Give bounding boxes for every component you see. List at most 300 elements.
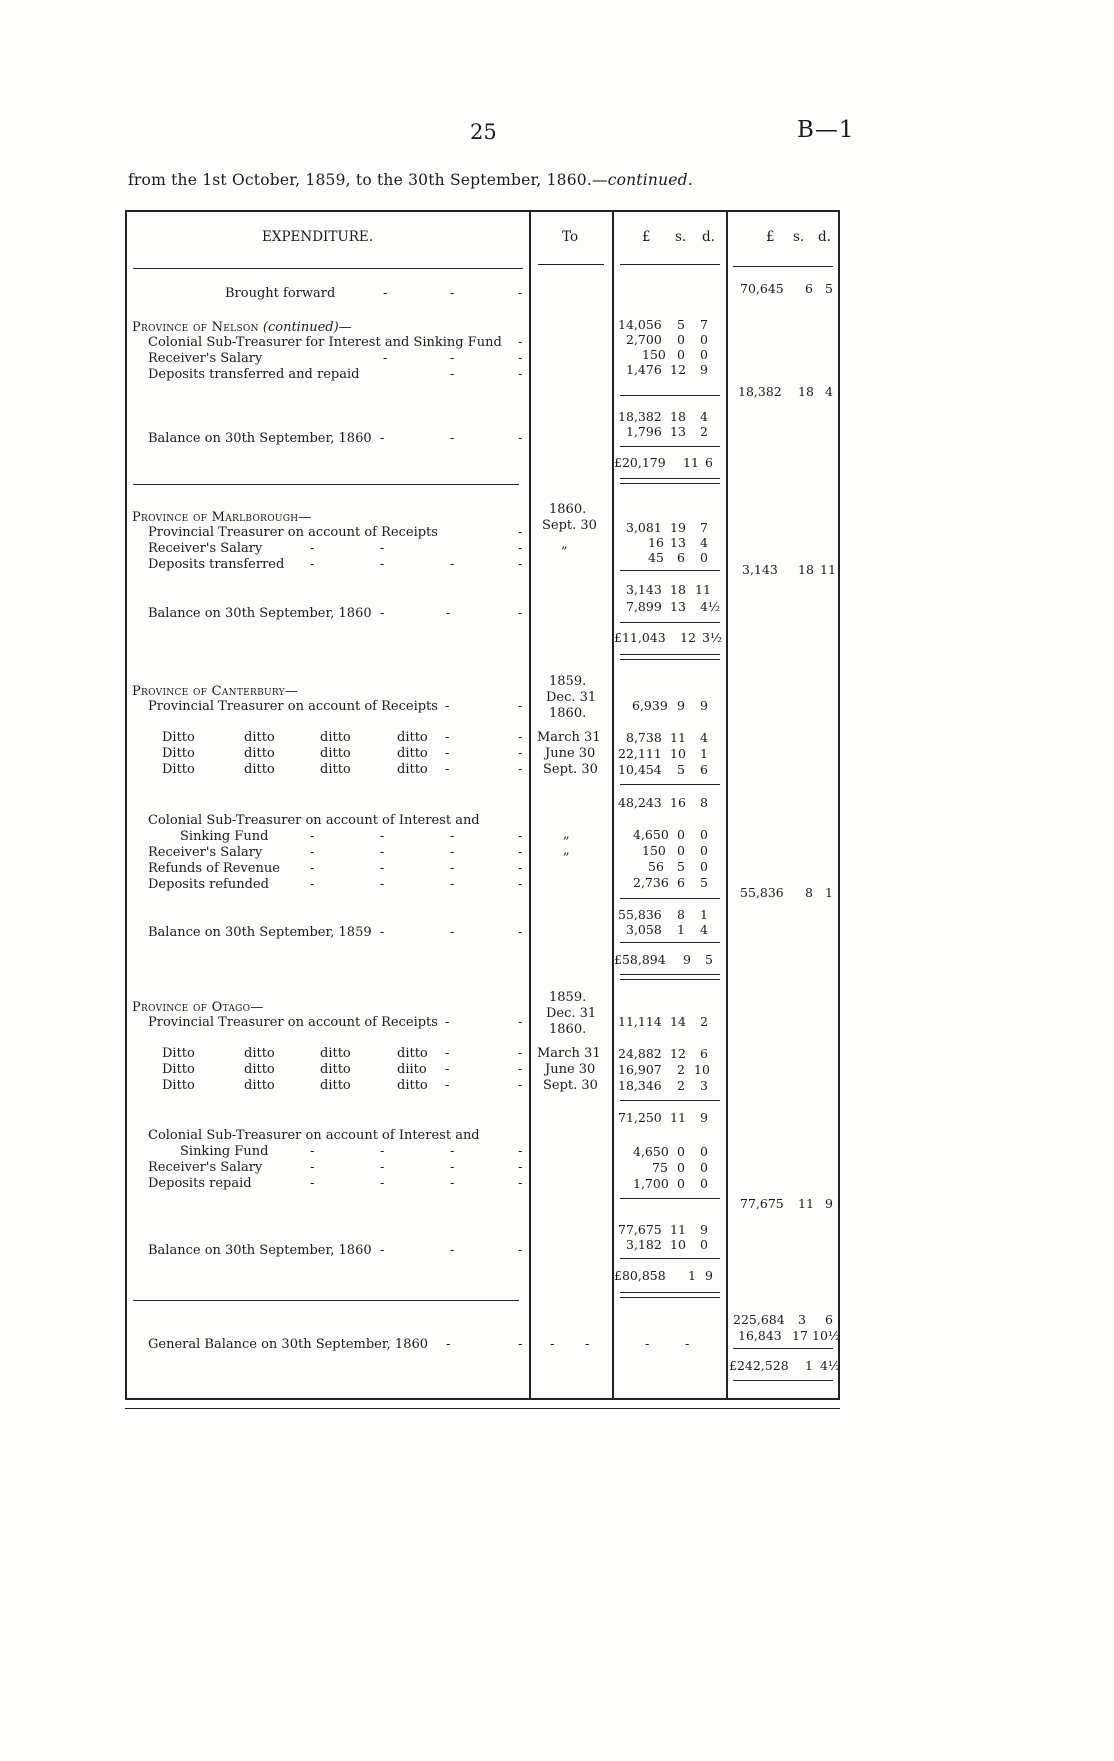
- canterbury-other-pounds: 4,650: [633, 827, 669, 842]
- ditto: Ditto: [162, 762, 195, 777]
- table-top-rule: [125, 210, 840, 212]
- marlborough-year: 1860.: [549, 502, 587, 517]
- general-grand-shillings: 1: [805, 1358, 813, 1373]
- nelson-item-label: Receiver's Salary: [148, 351, 263, 366]
- leader-dash: -: [450, 1160, 455, 1175]
- general-grand-pence: 4½: [820, 1358, 841, 1373]
- canterbury-amount-pounds: 6,939: [632, 698, 668, 713]
- nelson-amount-pounds: 150: [642, 347, 666, 362]
- otago-total-shillings: 11: [798, 1196, 814, 1211]
- canterbury-amount-pence: 4: [700, 730, 708, 745]
- otago-subtotal2-shillings: 11: [670, 1222, 686, 1237]
- otago-amount-pounds: 24,882: [618, 1046, 662, 1061]
- leader-dash: -: [380, 829, 385, 844]
- double-rule: [620, 974, 720, 980]
- leader-dash: -: [645, 1337, 650, 1352]
- marlborough-amount-shillings: 13: [670, 535, 686, 550]
- marlborough-to: Sept. 30: [542, 518, 597, 533]
- canterbury-subtotal2-pence: 1: [700, 907, 708, 922]
- header-rule-total: [733, 266, 833, 267]
- ditto: Ditto: [162, 1062, 195, 1077]
- ditto: ditto: [320, 746, 351, 761]
- leader-dash: -: [380, 606, 385, 621]
- canterbury-amount-pounds: 8,738: [626, 730, 662, 745]
- ditto: ditto: [397, 730, 428, 745]
- leader-dash: -: [450, 861, 455, 876]
- subtitle-continued: continued.: [607, 171, 693, 189]
- otago-amount-shillings: 14: [670, 1014, 686, 1029]
- leader-dash: -: [450, 925, 455, 940]
- canterbury-other-pence: 5: [700, 875, 708, 890]
- table-right-rule: [838, 210, 840, 1400]
- header-rule: [133, 268, 523, 269]
- leader-dash: -: [380, 431, 385, 446]
- marlborough-balance-pounds: 7,899: [626, 599, 662, 614]
- double-rule: [620, 478, 720, 484]
- canterbury-amount-shillings: 10: [670, 746, 686, 761]
- canterbury-amount-shillings: 9: [677, 698, 685, 713]
- marlborough-amount-pence: 4: [700, 535, 708, 550]
- canterbury-subtotal-shillings: 16: [670, 795, 686, 810]
- leader-dash: -: [518, 1337, 523, 1352]
- subtitle-text: from the 1st October, 1859, to the 30th September, 1860.—: [128, 171, 608, 189]
- canterbury-balance-shillings: 1: [677, 922, 685, 937]
- nelson-balance-shillings: 13: [670, 424, 686, 439]
- otago-other-shillings: 0: [677, 1144, 685, 1159]
- canterbury-other-pounds: 150: [642, 843, 666, 858]
- otago-subtotal2-pence: 9: [700, 1222, 708, 1237]
- otago-subtotal-pounds: 71,250: [618, 1110, 662, 1125]
- otago-heading: Province of Otago—: [132, 1000, 264, 1015]
- col-header-expenditure: EXPENDITURE.: [262, 229, 374, 245]
- marlborough-item-label: Receiver's Salary: [148, 541, 263, 556]
- general-total-shillings: 3: [798, 1312, 806, 1327]
- otago-amount-pounds: 18,346: [618, 1078, 662, 1093]
- canterbury-ditto-mark: „: [563, 843, 570, 858]
- otago-grand-shillings: 1: [688, 1268, 696, 1283]
- leader-dash: -: [380, 1144, 385, 1159]
- col-header-total-pounds: £: [766, 229, 775, 245]
- leader-dash: -: [518, 925, 523, 940]
- brought-forward-shillings: 6: [805, 281, 813, 296]
- canterbury-grand-shillings: 9: [683, 952, 691, 967]
- nelson-amount-shillings: 5: [677, 317, 685, 332]
- sum-rule: [620, 942, 720, 943]
- otago-grand-pence: 9: [705, 1268, 713, 1283]
- leader-dash: -: [380, 877, 385, 892]
- general-total-pence: 6: [825, 1312, 833, 1327]
- sum-rule: [620, 1100, 720, 1101]
- leader-dash: -: [450, 1144, 455, 1159]
- nelson-total-pounds: 18,382: [738, 384, 782, 399]
- otago-cst-label-2: Sinking Fund: [180, 1144, 269, 1159]
- marlborough-subtotal-pence: 11: [695, 582, 711, 597]
- leader-dash: -: [518, 762, 523, 777]
- leader-dash: -: [445, 1078, 450, 1093]
- leader-dash: -: [445, 762, 450, 777]
- leader-dash: -: [518, 746, 523, 761]
- nelson-subtotal-pence: 4: [700, 409, 708, 424]
- canterbury-subtotal2-shillings: 8: [677, 907, 685, 922]
- nelson-heading-name: Province of Nelson: [132, 320, 259, 335]
- leader-dash: -: [450, 431, 455, 446]
- canterbury-subtotal-pence: 8: [700, 795, 708, 810]
- nelson-amount-shillings: 0: [677, 332, 685, 347]
- canterbury-amount-pence: 9: [700, 698, 708, 713]
- nelson-balance-pence: 2: [700, 424, 708, 439]
- general-balance-shillings: 17: [792, 1328, 808, 1343]
- canterbury-amount-shillings: 11: [670, 730, 686, 745]
- leader-dash: -: [310, 829, 315, 844]
- otago-balance-label: Balance on 30th September, 1860: [148, 1243, 372, 1258]
- sum-rule: [620, 395, 720, 396]
- col-rule-amount: [612, 210, 614, 1400]
- otago-amount-pounds: 11,114: [618, 1014, 662, 1029]
- ditto: ditto: [397, 1046, 428, 1061]
- leader-dash: -: [310, 541, 315, 556]
- otago-other-label: Deposits repaid: [148, 1176, 252, 1191]
- nelson-balance-label: Balance on 30th September, 1860: [148, 431, 372, 446]
- header-rule-amount: [620, 264, 720, 265]
- otago-other-pence: 0: [700, 1176, 708, 1191]
- otago-balance-shillings: 10: [670, 1237, 686, 1252]
- leader-dash: -: [380, 1176, 385, 1191]
- canterbury-ditto-mark: „: [563, 827, 570, 842]
- canterbury-amount-shillings: 5: [677, 762, 685, 777]
- canterbury-grand-pence: 5: [705, 952, 713, 967]
- leader-dash: -: [518, 861, 523, 876]
- ditto: ditto: [244, 746, 275, 761]
- nelson-amount-pounds: 14,056: [618, 317, 662, 332]
- marlborough-to: „: [561, 537, 568, 552]
- ditto: Ditto: [162, 730, 195, 745]
- ditto: ditto: [320, 1078, 351, 1093]
- ditto: ditto: [244, 1046, 275, 1061]
- document-code: B—1: [797, 117, 855, 143]
- header-rule-to: [538, 264, 604, 265]
- canterbury-other-shillings: 0: [677, 827, 685, 842]
- leader-dash: -: [518, 730, 523, 745]
- canterbury-receipts-label: Provincial Treasurer on account of Receipts: [148, 699, 438, 714]
- leader-dash: -: [518, 351, 523, 366]
- canterbury-total-pounds: 55,836: [740, 885, 784, 900]
- page-number: 25: [470, 120, 497, 144]
- leader-dash: -: [518, 1046, 523, 1061]
- marlborough-amount-pence: 7: [700, 520, 708, 535]
- otago-amount-pence: 2: [700, 1014, 708, 1029]
- otago-total-pence: 9: [825, 1196, 833, 1211]
- leader-dash: -: [310, 557, 315, 572]
- otago-other-label: Receiver's Salary: [148, 1160, 263, 1175]
- leader-dash: -: [310, 1144, 315, 1159]
- marlborough-amount-pounds: 16: [648, 535, 664, 550]
- leader-dash: -: [446, 1337, 451, 1352]
- marlborough-heading: Province of Marlborough—: [132, 510, 312, 525]
- sum-rule: [620, 622, 720, 623]
- leader-dash: -: [310, 1176, 315, 1191]
- col-header-total-pence: d.: [818, 229, 831, 245]
- leader-dash: -: [518, 431, 523, 446]
- sum-rule: [620, 898, 720, 899]
- otago-other-pounds: 75: [652, 1160, 668, 1175]
- canterbury-balance-label: Balance on 30th September, 1859: [148, 925, 372, 940]
- leader-dash: -: [383, 286, 388, 301]
- leader-dash: -: [310, 1160, 315, 1175]
- otago-amount-shillings: 2: [677, 1078, 685, 1093]
- canterbury-subtotal2-pounds: 55,836: [618, 907, 662, 922]
- leader-dash: -: [585, 1337, 590, 1352]
- leader-dash: -: [518, 557, 523, 572]
- marlborough-amount-pence: 0: [700, 550, 708, 565]
- nelson-grand-pounds: £20,179: [614, 455, 666, 470]
- canterbury-amount-pence: 6: [700, 762, 708, 777]
- canterbury-amount-pence: 1: [700, 746, 708, 761]
- canterbury-balance-pounds: 3,058: [626, 922, 662, 937]
- otago-to: Sept. 30: [543, 1078, 598, 1093]
- otago-amount-shillings: 12: [670, 1046, 686, 1061]
- leader-dash: -: [450, 286, 455, 301]
- nelson-item-label: Colonial Sub-Treasurer for Interest and Sinking Fund: [148, 335, 502, 350]
- leader-dash: -: [518, 1176, 523, 1191]
- leader-dash: -: [450, 1243, 455, 1258]
- otago-grand-pounds: £80,858: [614, 1268, 666, 1283]
- canterbury-other-pence: 0: [700, 859, 708, 874]
- leader-dash: -: [445, 730, 450, 745]
- sum-rule: [733, 1380, 833, 1381]
- otago-amount-pounds: 16,907: [618, 1062, 662, 1077]
- col-header-total-shillings: s.: [793, 229, 805, 245]
- leader-dash: -: [380, 845, 385, 860]
- canterbury-other-label: Receiver's Salary: [148, 845, 263, 860]
- leader-dash: -: [445, 699, 450, 714]
- leader-dash: -: [518, 1015, 523, 1030]
- ditto: ditto: [320, 1062, 351, 1077]
- leader-dash: -: [445, 1015, 450, 1030]
- col-rule-total: [726, 210, 728, 1400]
- leader-dash: -: [518, 829, 523, 844]
- sum-rule: [733, 1348, 833, 1349]
- nelson-amount-pence: 0: [700, 332, 708, 347]
- canterbury-cst-label-2: Sinking Fund: [180, 829, 269, 844]
- nelson-heading-continued: (continued)—: [262, 320, 352, 335]
- leader-dash: -: [380, 1160, 385, 1175]
- nelson-subtotal-pounds: 18,382: [618, 409, 662, 424]
- leader-dash: -: [380, 557, 385, 572]
- otago-year: 1859.: [549, 990, 587, 1005]
- canterbury-other-shillings: 5: [677, 859, 685, 874]
- otago-balance-pence: 0: [700, 1237, 708, 1252]
- page-subtitle: [128, 171, 693, 189]
- leader-dash: -: [445, 1046, 450, 1061]
- nelson-amount-pounds: 2,700: [626, 332, 662, 347]
- brought-forward-pence: 5: [825, 281, 833, 296]
- ditto: Ditto: [162, 1078, 195, 1093]
- otago-balance-pounds: 3,182: [626, 1237, 662, 1252]
- otago-subtotal-shillings: 11: [670, 1110, 686, 1125]
- ditto: ditto: [244, 762, 275, 777]
- leader-dash: -: [518, 606, 523, 621]
- section-rule: [133, 1300, 519, 1301]
- canterbury-heading: Province of Canterbury—: [132, 684, 299, 699]
- leader-dash: -: [450, 845, 455, 860]
- otago-other-pence: 0: [700, 1160, 708, 1175]
- col-rule-to: [529, 210, 531, 1400]
- otago-year: 1860.: [549, 1022, 587, 1037]
- canterbury-to: Dec. 31: [546, 690, 597, 705]
- leader-dash: -: [450, 557, 455, 572]
- brought-forward-pounds: 70,645: [740, 281, 784, 296]
- leader-dash: -: [518, 367, 523, 382]
- sum-rule: [620, 446, 720, 447]
- nelson-amount-shillings: 12: [670, 362, 686, 377]
- leader-dash: -: [518, 335, 523, 350]
- double-rule: [620, 654, 720, 660]
- ditto: ditto: [397, 1078, 428, 1093]
- leader-dash: -: [518, 1078, 523, 1093]
- otago-other-pounds: 1,700: [633, 1176, 669, 1191]
- col-header-pounds: £: [642, 229, 651, 245]
- ditto: ditto: [320, 730, 351, 745]
- nelson-total-pence: 4: [825, 384, 833, 399]
- otago-to: June 30: [545, 1062, 596, 1077]
- otago-amount-pence: 6: [700, 1046, 708, 1061]
- marlborough-subtotal-shillings: 18: [670, 582, 686, 597]
- nelson-amount-pence: 9: [700, 362, 708, 377]
- ditto: ditto: [320, 1046, 351, 1061]
- canterbury-other-label: Deposits refunded: [148, 877, 269, 892]
- sum-rule: [620, 1198, 720, 1199]
- otago-subtotal-pence: 9: [700, 1110, 708, 1125]
- leader-dash: -: [380, 925, 385, 940]
- ditto: diito: [397, 1062, 427, 1077]
- canterbury-total-pence: 1: [825, 885, 833, 900]
- leader-dash: -: [518, 1144, 523, 1159]
- double-rule: [620, 1292, 720, 1298]
- leader-dash: -: [310, 877, 315, 892]
- otago-other-shillings: 0: [677, 1160, 685, 1175]
- canterbury-year: 1859.: [549, 674, 587, 689]
- nelson-grand-pence: 6: [705, 455, 713, 470]
- general-balance-label: General Balance on 30th September, 1860: [148, 1337, 429, 1352]
- canterbury-other-shillings: 6: [677, 875, 685, 890]
- leader-dash: -: [518, 699, 523, 714]
- ditto: ditto: [244, 1062, 275, 1077]
- col-header-shillings: s.: [675, 229, 687, 245]
- leader-dash: -: [550, 1337, 555, 1352]
- canterbury-subtotal-pounds: 48,243: [618, 795, 662, 810]
- otago-to: March 31: [537, 1046, 601, 1061]
- canterbury-cst-label: Colonial Sub-Treasurer on account of Interest and: [148, 813, 480, 828]
- canterbury-amount-pounds: 10,454: [618, 762, 662, 777]
- marlborough-subtotal-pounds: 3,143: [626, 582, 662, 597]
- col-header-to: To: [562, 229, 579, 245]
- leader-dash: -: [518, 1062, 523, 1077]
- general-total-pounds: 225,684: [733, 1312, 785, 1327]
- ditto: Ditto: [162, 1046, 195, 1061]
- canterbury-total-shillings: 8: [805, 885, 813, 900]
- canterbury-amount-pounds: 22,111: [618, 746, 662, 761]
- leader-dash: -: [446, 606, 451, 621]
- leader-dash: -: [685, 1337, 690, 1352]
- ditto: ditto: [244, 1078, 275, 1093]
- sum-rule: [620, 570, 720, 571]
- otago-amount-pence: 10: [694, 1062, 710, 1077]
- marlborough-amount-shillings: 6: [677, 550, 685, 565]
- canterbury-other-pence: 0: [700, 827, 708, 842]
- otago-other-pounds: 4,650: [633, 1144, 669, 1159]
- marlborough-total-pounds: 3,143: [742, 562, 778, 577]
- marlborough-grand-pence: 3½: [702, 630, 723, 645]
- leader-dash: -: [450, 877, 455, 892]
- marlborough-balance-label: Balance on 30th September, 1860: [148, 606, 372, 621]
- marlborough-balance-pence: 4½: [700, 599, 721, 614]
- marlborough-total-pence: 11: [820, 562, 836, 577]
- leader-dash: -: [383, 351, 388, 366]
- canterbury-balance-pence: 4: [700, 922, 708, 937]
- sum-rule: [620, 784, 720, 785]
- marlborough-balance-shillings: 13: [670, 599, 686, 614]
- ditto: Ditto: [162, 746, 195, 761]
- marlborough-grand-shillings: 12: [680, 630, 696, 645]
- nelson-amount-pence: 0: [700, 347, 708, 362]
- canterbury-to: Sept. 30: [543, 762, 598, 777]
- marlborough-amount-pounds: 3,081: [626, 520, 662, 535]
- nelson-item-label: Deposits transferred and repaid: [148, 367, 360, 382]
- leader-dash: -: [518, 1243, 523, 1258]
- marlborough-item-label: Deposits transferred: [148, 557, 285, 572]
- otago-to: Dec. 31: [546, 1006, 597, 1021]
- leader-dash: -: [518, 286, 523, 301]
- canterbury-to: June 30: [545, 746, 596, 761]
- canterbury-year: 1860.: [549, 706, 587, 721]
- section-rule: [133, 484, 519, 485]
- marlborough-amount-pounds: 45: [648, 550, 664, 565]
- marlborough-total-shillings: 18: [798, 562, 814, 577]
- general-grand-pounds: £242,528: [729, 1358, 789, 1373]
- canterbury-other-pounds: 2,736: [633, 875, 669, 890]
- table-left-rule: [125, 210, 127, 1400]
- marlborough-item-label: Provincial Treasurer on account of Receipts: [148, 525, 438, 540]
- ditto: ditto: [397, 762, 428, 777]
- leader-dash: -: [518, 1160, 523, 1175]
- ditto: ditto: [397, 746, 428, 761]
- nelson-amount-pounds: 1,476: [626, 362, 662, 377]
- canterbury-to: March 31: [537, 730, 601, 745]
- leader-dash: -: [518, 877, 523, 892]
- nelson-amount-shillings: 0: [677, 347, 685, 362]
- canterbury-grand-pounds: £58,894: [614, 952, 666, 967]
- nelson-subtotal-shillings: 18: [670, 409, 686, 424]
- otago-receipts-label: Provincial Treasurer on account of Receipts: [148, 1015, 438, 1030]
- otago-amount-shillings: 2: [677, 1062, 685, 1077]
- table-base-rule: [125, 1408, 840, 1409]
- leader-dash: -: [450, 351, 455, 366]
- otago-amount-pence: 3: [700, 1078, 708, 1093]
- otago-cst-label: Colonial Sub-Treasurer on account of Interest and: [148, 1128, 480, 1143]
- canterbury-other-pounds: 56: [648, 859, 664, 874]
- nelson-balance-pounds: 1,796: [626, 424, 662, 439]
- nelson-amount-pence: 7: [700, 317, 708, 332]
- ditto: ditto: [320, 762, 351, 777]
- ditto: ditto: [244, 730, 275, 745]
- leader-dash: -: [380, 861, 385, 876]
- leader-dash: -: [380, 541, 385, 556]
- otago-other-shillings: 0: [677, 1176, 685, 1191]
- leader-dash: -: [450, 367, 455, 382]
- leader-dash: -: [518, 541, 523, 556]
- leader-dash: -: [310, 861, 315, 876]
- general-balance-pounds: 16,843: [738, 1328, 782, 1343]
